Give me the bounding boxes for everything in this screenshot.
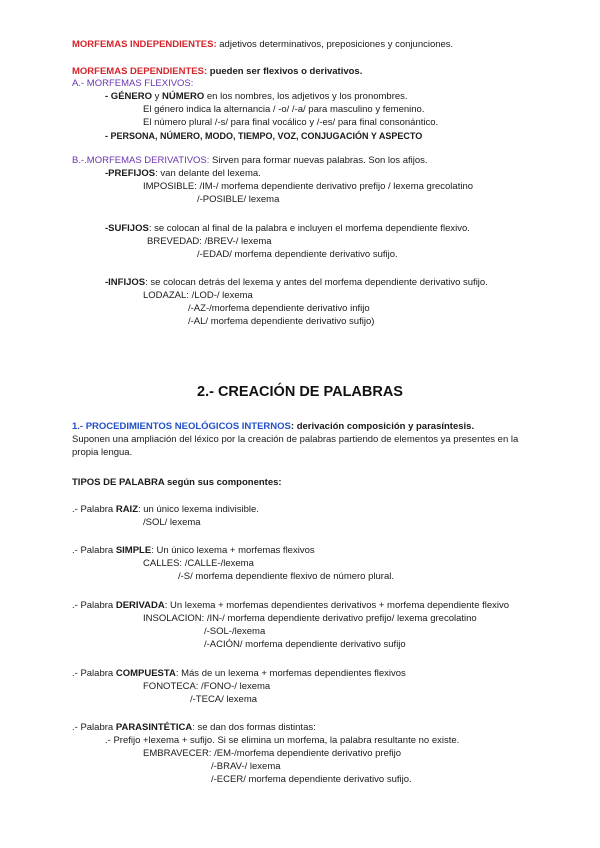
persona-line: - PERSONA, NÚMERO, MODO, TIEMPO, VOZ, CONJUGACIÓN Y ASPECTO — [105, 131, 423, 141]
flexivos-title: A.- MORFEMAS FLEXIVOS: — [72, 78, 194, 89]
infijo-example-2: /-AZ-/morfema dependiente derivativo infijo — [188, 303, 370, 314]
intro-line-2: propia lengua. — [72, 447, 133, 458]
genero-numero-line — [105, 91, 408, 103]
simple-text: : Un único lexema + morfemas flexivos — [151, 545, 315, 556]
infijo-example-1: LODAZAL: /LOD-/ lexema — [143, 290, 253, 301]
simple-example-2: /-S/ morfema dependiente flexivo de número plural. — [178, 571, 394, 582]
sufijo-example-1: BREVEDAD: /BREV-/ lexema — [147, 236, 272, 247]
genero-conj: y — [151, 91, 163, 102]
morfemas-dependientes-line — [72, 66, 362, 78]
numero-label: NÚMERO — [162, 91, 205, 102]
compuesta-text: : Más de un lexema + morfemas dependientes flexivos — [175, 668, 406, 679]
tipos-heading: TIPOS DE PALABRA según sus componentes: — [72, 477, 282, 488]
numero-explanation: El número plural /-s/ para final vocálico y /-es/ para final consonántico. — [143, 117, 439, 128]
section-heading: 2.- CREACIÓN DE PALABRAS — [197, 384, 403, 400]
derivativos-title: B.-.MORFEMAS DERIVATIVOS: — [72, 155, 210, 166]
parasintetica-prefix: .- Palabra — [72, 722, 116, 733]
compuesta-example-2: /-TECA/ lexema — [190, 694, 258, 705]
morfemas-independientes-text: adjetivos determinativos, preposiciones y conjunciones. — [216, 39, 454, 50]
genero-label: - GÉNERO — [105, 91, 152, 102]
parasintetica-text: : se dan dos formas distintas: — [192, 722, 316, 733]
procedimientos-text: : derivación composición y parasíntesis. — [290, 421, 475, 432]
morfemas-independientes-line — [72, 39, 453, 51]
sufijo-example-2: /-EDAD/ morfema dependiente derivativo sufijo. — [197, 249, 398, 260]
raiz-line — [72, 504, 259, 516]
derivativos-line — [72, 155, 428, 167]
compuesta-label: COMPUESTA — [115, 668, 176, 679]
morfemas-dependientes-text: pueden ser flexivos o derivativos. — [207, 66, 363, 77]
prefijos-label: -PREFIJOS — [105, 168, 156, 179]
derivativos-text: Sirven para formar nuevas palabras. Son los afijos. — [209, 155, 428, 166]
compuesta-prefix: .- Palabra — [72, 668, 116, 679]
derivada-label: DERIVADA — [115, 600, 165, 611]
procedimientos-line — [72, 421, 474, 433]
morfemas-dependientes-label: MORFEMAS DEPENDIENTES: — [72, 66, 208, 77]
parasintetica-label: PARASINTÉTICA — [115, 722, 193, 733]
morfemas-independientes-label: MORFEMAS INDEPENDIENTES: — [72, 39, 217, 50]
intro-line-1: Suponen una ampliación del léxico por la creación de palabras partiendo de elementos ya presentes en la — [72, 434, 519, 445]
derivada-example-3: /-ACIÓN/ morfema dependiente derivativo sufijo — [204, 639, 406, 650]
raiz-example: /SOL/ lexema — [143, 517, 201, 528]
infijo-example-3: /-AL/ morfema dependiente derivativo sufijo) — [188, 316, 375, 327]
sufijos-line — [105, 223, 470, 235]
procedimientos-label: 1.- PROCEDIMIENTOS NEOLÓGICOS INTERNOS — [72, 421, 291, 432]
simple-example-1: CALLES: /CALLE-/lexema — [143, 558, 254, 569]
parasintetica-example-3: /-ECER/ morfema dependiente derivativo sufijo. — [211, 774, 412, 785]
compuesta-line — [72, 668, 406, 680]
genero-explanation: El género indica la alternancia / -o/ /-a/ para masculino y femenino. — [143, 104, 425, 115]
infijos-line — [105, 277, 488, 289]
prefijos-line — [105, 168, 261, 180]
simple-line — [72, 545, 315, 557]
raiz-prefix: .- Palabra — [72, 504, 116, 515]
raiz-text: : un único lexema indivisible. — [138, 504, 259, 515]
prefijo-example-1: IMPOSIBLE: /IM-/ morfema dependiente derivativo prefijo / lexema grecolatino — [143, 181, 474, 192]
infijos-text: : se colocan detrás del lexema y antes del morfema dependiente derivativo sufijo. — [145, 277, 488, 288]
derivada-line — [72, 600, 509, 612]
parasintetica-example-1: EMBRAVECER: /EM-/morfema dependiente derivativo prefijo — [143, 748, 402, 759]
derivada-example-2: /-SOL-/lexema — [204, 626, 266, 637]
raiz-label: RAIZ — [115, 504, 138, 515]
genero-text: en los nombres, los adjetivos y los pronombres. — [204, 91, 408, 102]
parasintetica-line — [72, 722, 316, 734]
parasintetica-subline: .- Prefijo +lexema + sufijo. Si se elimina un morfema, la palabra resultante no existe. — [105, 735, 460, 746]
prefijo-example-2: /-POSIBLE/ lexema — [197, 194, 280, 205]
simple-label: SIMPLE — [115, 545, 152, 556]
infijos-label: -INFIJOS — [105, 277, 146, 288]
sufijos-label: -SUFIJOS — [105, 223, 149, 234]
derivada-text: : Un lexema + morfemas dependientes derivativos + morfema dependiente flexivo — [164, 600, 510, 611]
derivada-prefix: .- Palabra — [72, 600, 116, 611]
simple-prefix: .- Palabra — [72, 545, 116, 556]
compuesta-example-1: FONOTECA: /FONO-/ lexema — [143, 681, 271, 692]
prefijos-text: : van delante del lexema. — [155, 168, 261, 179]
parasintetica-example-2: /-BRAV-/ lexema — [211, 761, 281, 772]
derivada-example-1: INSOLACION: /IN-/ morfema dependiente derivativo prefijo/ lexema grecolatino — [143, 613, 477, 624]
sufijos-text: : se colocan al final de la palabra e incluyen el morfema dependiente flexivo. — [148, 223, 470, 234]
